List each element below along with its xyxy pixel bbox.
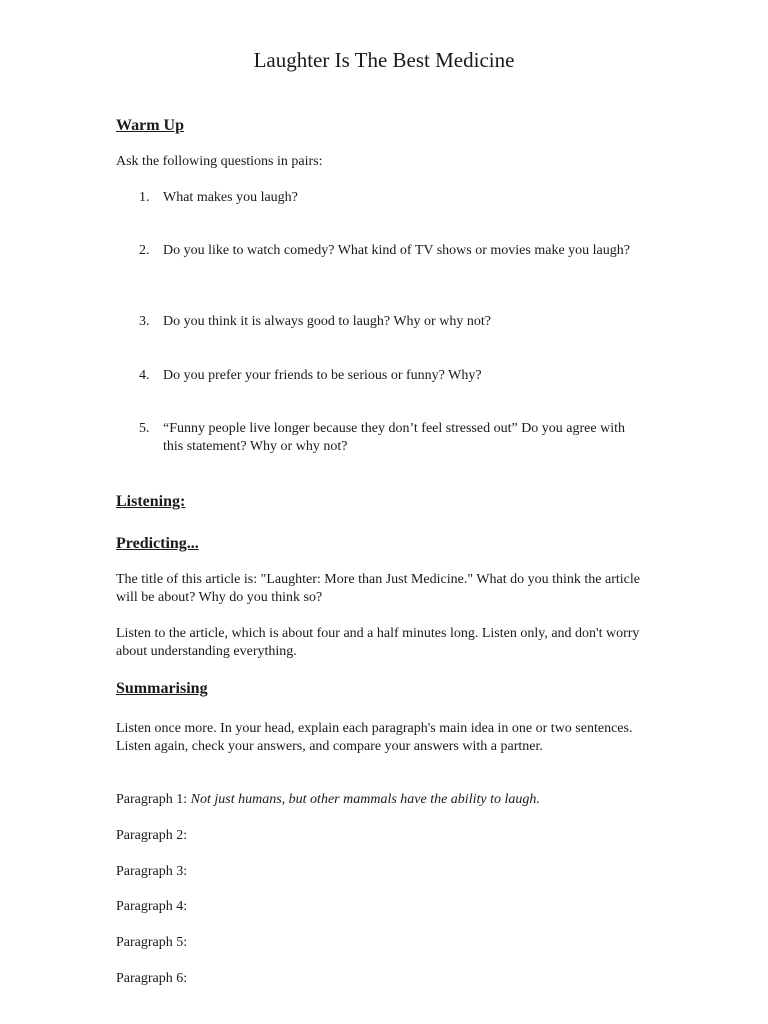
paragraph-label: Paragraph 1: (116, 792, 188, 807)
paragraph-row (116, 863, 187, 881)
page-title: Laughter Is The Best Medicine (253, 48, 515, 72)
paragraph-row (116, 898, 187, 916)
paragraph-answer: Not just humans, but other mammals have the ability to laugh. (190, 792, 540, 807)
paragraph-label: Paragraph 4: (116, 899, 188, 914)
question-number: 5. (139, 421, 150, 436)
paragraph-row (116, 791, 540, 809)
paragraph-row (116, 970, 187, 988)
question-number: 4. (139, 368, 150, 383)
question-number: 1. (139, 190, 150, 205)
predicting-heading: Predicting... (116, 535, 199, 552)
question-number: 3. (139, 314, 150, 329)
predicting-text: The title of this article is: "Laughter: More than Just Medicine." What do you think the article will be about? Why do you think so? (116, 572, 640, 605)
question-text: What makes you laugh? (163, 190, 298, 205)
question-text: Do you prefer your friends to be serious or funny? Why? (163, 368, 482, 383)
listening-instructions: Listen to the article, which is about four and a half minutes long. Listen only, and don't worry about understanding everything. (116, 626, 640, 659)
paragraph-label: Paragraph 5: (116, 935, 188, 950)
listening-heading: Listening: (116, 493, 186, 510)
paragraph-row (116, 827, 187, 845)
question-text: Do you think it is always good to laugh? Why or why not? (163, 314, 491, 329)
paragraph-label: Paragraph 6: (116, 971, 188, 986)
warm-up-intro: Ask the following questions in pairs: (116, 154, 323, 169)
question-number: 2. (139, 243, 150, 258)
warm-up-heading: Warm Up (116, 117, 184, 134)
summarising-text: Listen once more. In your head, explain each paragraph's main idea in one or two sentences. Listen again, check your answers, and compare your answers with a partner. (116, 721, 633, 754)
paragraph-label: Paragraph 2: (116, 828, 188, 843)
summarising-heading: Summarising (116, 680, 208, 697)
question-text: Do you like to watch comedy? What kind of TV shows or movies make you laugh? (163, 243, 630, 258)
paragraph-label: Paragraph 3: (116, 864, 188, 879)
question-text: “Funny people live longer because they don’t feel stressed out” Do you agree with this statement? Why or why not? (163, 421, 625, 454)
paragraph-row (116, 934, 187, 952)
